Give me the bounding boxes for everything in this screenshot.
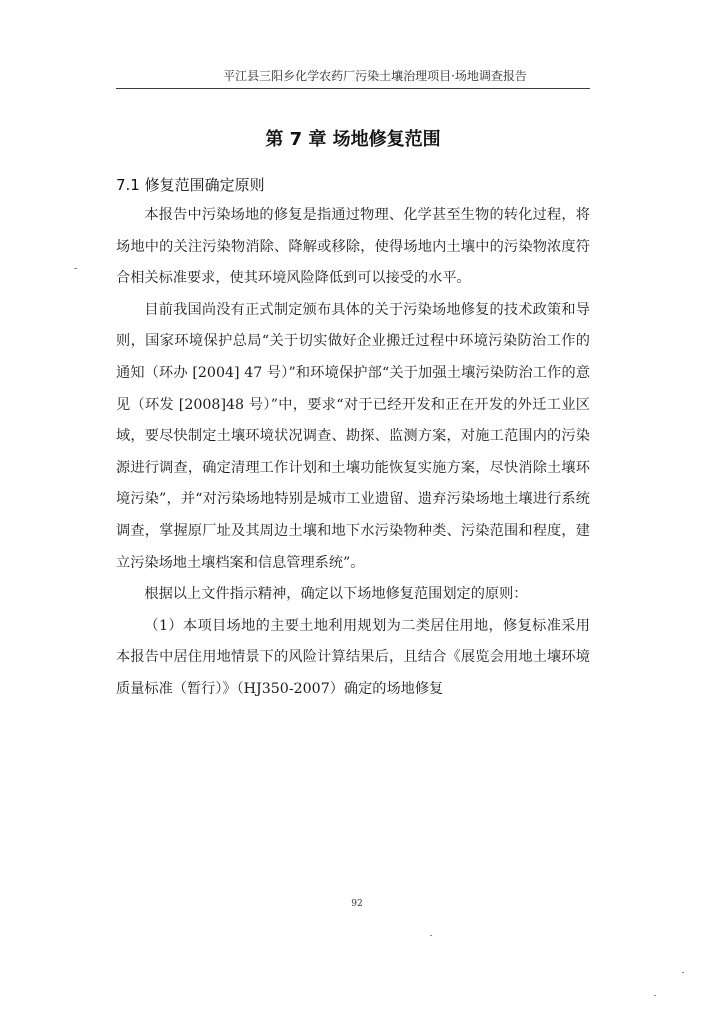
scan-speck xyxy=(682,972,684,973)
paragraph-principle-1: （1）本项目场地的主要土地利用规划为二类居住用地，修复标准采用本报告中居住用地情景下的风险计算结果后，且结合《展览会用地土壤环境质量标准（暂行）》（HJ350-2007）确定的场地修复 xyxy=(116,617,590,697)
scan-speck xyxy=(654,995,656,996)
paragraph-definition: 本报告中污染场地的修复是指通过物理、化学甚至生物的转化过程，将场地中的关注污染物消除、降解或移除，使得场地内土壤中的污染物浓度符合相关标准要求，使其环境风险降低到可以接受的水平。 xyxy=(116,207,590,287)
page-number: 92 xyxy=(351,899,363,909)
running-header: 平江县三阳乡化学农药厂污染土壤治理项目·场地调查报告 xyxy=(223,69,527,83)
paragraph-principles-intro: 根据以上文件指示精神，确定以下场地修复范围划定的原则： xyxy=(144,586,528,603)
scan-speck xyxy=(430,935,432,936)
body-text xyxy=(116,200,590,706)
paragraph-policy: 目前我国尚没有正式制定颁布具体的关于污染场地修复的技术政策和导则，国家环境保护总局“关于切实做好企业搬迁过程中环境污染防治工作的通知（环办 [2004] 47 号）”和环境保护部“关于加强土壤污染防治工作的意见（环发 [2008]48 号）”中，要求“对于已经开发和正在开发的外迁工业区域，要尽快制定土壤环境状况调查、勘探、监测方案，对施工范围内的污染源进行调查，确定清理工作计划和土壤功能恢复实施方案，尽快消除土壤环境污染”，并“对污染场地特别是城市工业遗留、遗弃污染场地土壤进行系统调查，掌握原厂址及其周边土壤和地下水污染物种类、污染范围和程度，建立污染场地土壤档案和信息管理系统”。 xyxy=(116,301,590,571)
header-rule xyxy=(116,88,590,89)
scan-speck xyxy=(74,268,77,269)
section-heading: 7.1 修复范围确定原则 xyxy=(116,176,265,194)
chapter-title: 第 7 章 场地修复范围 xyxy=(265,129,441,150)
